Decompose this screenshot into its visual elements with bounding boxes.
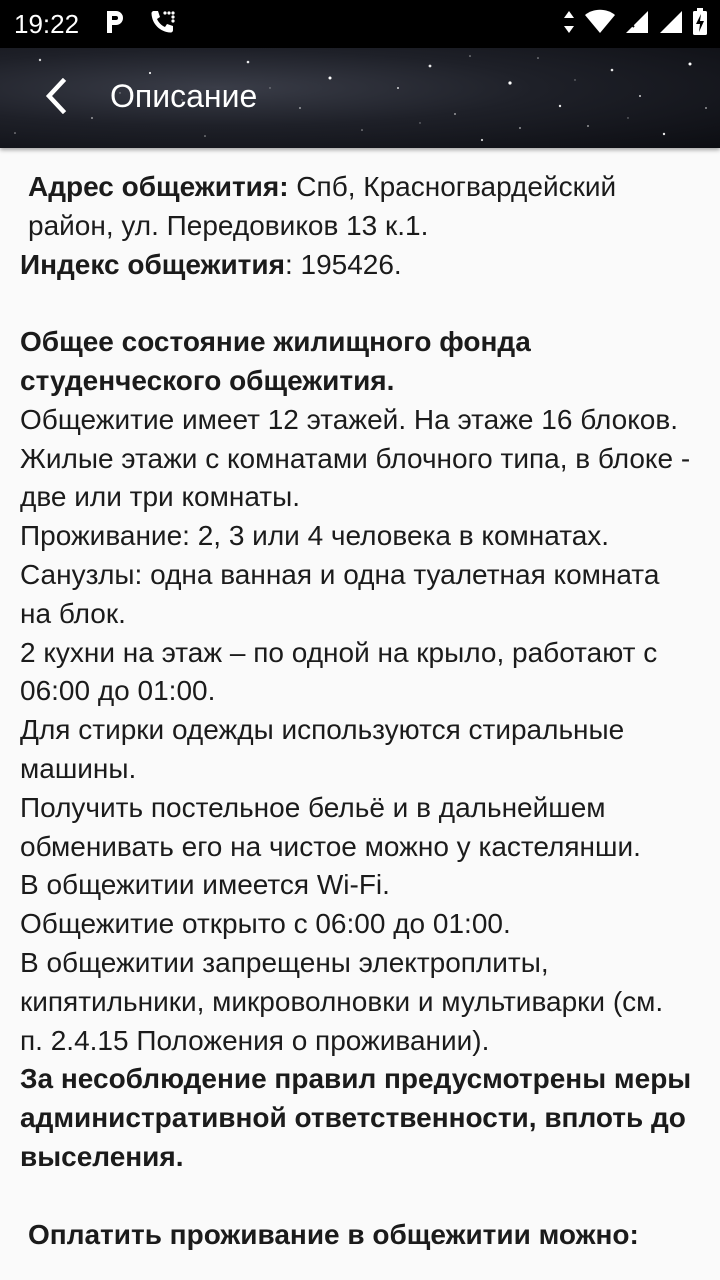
status-right-icons — [562, 10, 708, 38]
info-line: Общежитие имеет 12 этажей. На этаже 16 блоков. Жилые этажи с комнатами блочного типа, в блоке - две или три комнаты. — [20, 403, 691, 513]
battery-charging-icon — [692, 8, 708, 40]
info-line: Получить постельное бельё и в дальнейшем обменивать его на чистое можно у кастелянши. — [20, 791, 641, 862]
info-line: 2 кухни на этаж – по одной на крыло, работают с 06:00 до 01:00. — [20, 636, 658, 707]
parking-app-icon — [104, 9, 126, 39]
signal-icon — [624, 9, 650, 39]
status-bar — [0, 0, 720, 48]
starfield-background — [0, 48, 720, 148]
info-line: Для стирки одежды используются стиральные машины. — [20, 714, 625, 784]
spacer — [20, 284, 692, 323]
info-line: В общежитии запрещены электроплиты, кипятильники, микроволновки и мультиварки (см. п. 2.4.15 Положения о проживании). — [20, 946, 664, 1056]
spacer — [20, 1177, 692, 1216]
description-content — [20, 168, 692, 1280]
status-time: 19:22 — [14, 9, 80, 39]
signal-icon-2 — [658, 9, 684, 39]
info-line: Общежитие открыто с 06:00 до 01:00. — [20, 908, 511, 940]
address-label: Адрес общежития: — [28, 171, 289, 202]
state-heading: Общее состояние жилищного фонда студенческого общежития. — [20, 326, 531, 396]
info-line: В общежитии имеется Wi-Fi. — [20, 869, 390, 901]
back-button[interactable] — [28, 70, 84, 126]
address-value: Спб, Красногвардейский район, ул. Передовиков 13 к.1. — [28, 171, 617, 241]
info-line: Проживание: 2, 3 или 4 человека в комнатах. — [20, 520, 610, 552]
address-line — [20, 168, 692, 246]
phone-wifi-call-icon — [148, 8, 176, 40]
status-left-icons — [104, 10, 176, 38]
index-value: : 195426. — [284, 248, 402, 280]
page-title: Описание — [110, 78, 258, 114]
data-arrows-icon — [562, 9, 576, 39]
index-label: Индекс общежития — [20, 248, 285, 280]
warning-text: За несоблюдение правил предусмотрены меры административной ответственности, вплоть до выселения. — [20, 1063, 692, 1172]
toolbar — [0, 48, 720, 148]
wifi-icon — [584, 9, 616, 39]
info-line: Санузлы: одна ванная и одна туалетная комната на блок. — [20, 558, 660, 629]
index-line — [20, 246, 692, 285]
arrow-back-icon — [43, 78, 69, 118]
payment-heading: Оплатить проживание в общежитии можно: — [28, 1218, 639, 1250]
